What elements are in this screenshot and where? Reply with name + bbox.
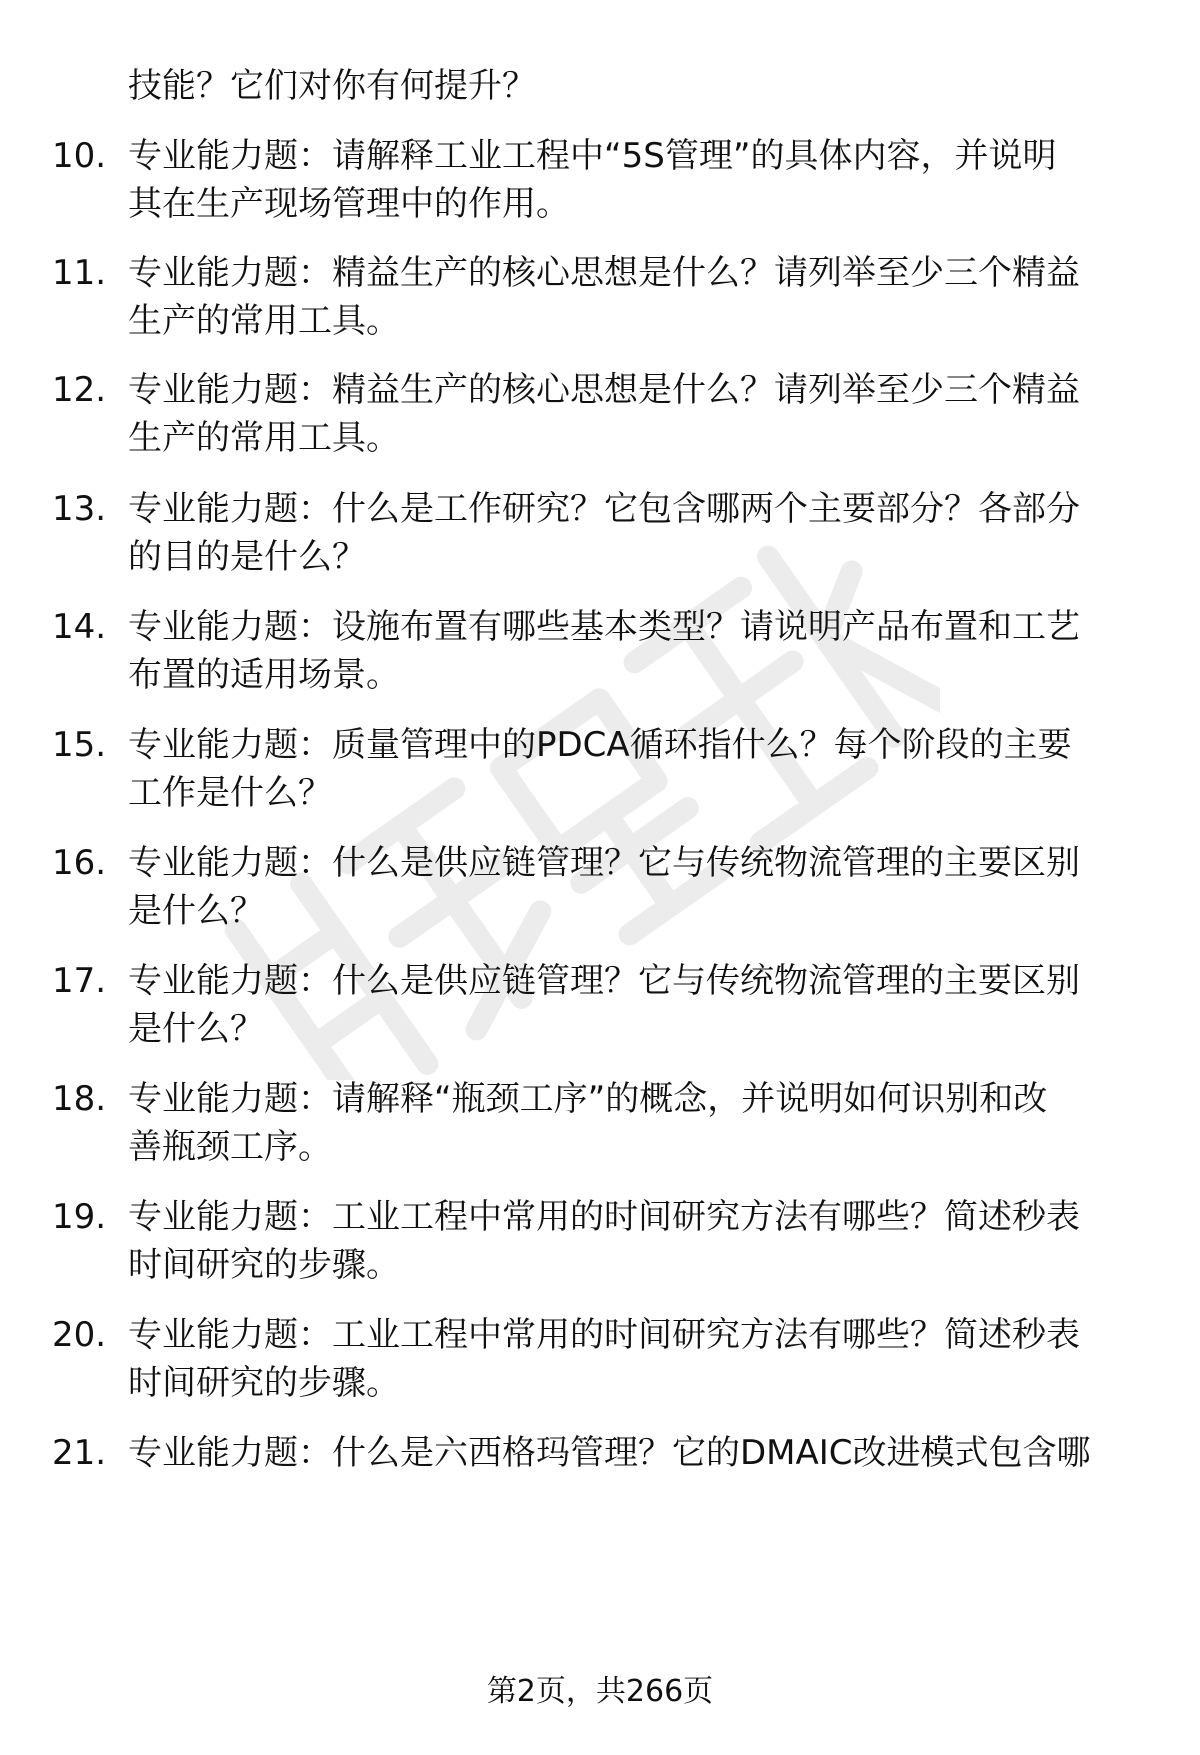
item-text: 专业能力题：设施布置有哪些基本类型？请说明产品布置和工艺 布置的适用场景。 [128,607,1080,695]
item-number: 12. [52,370,107,410]
item-text: 专业能力题：请解释工业工程中“5S管理”的具体内容，并说明 其在生产现场管理中的作用。 [128,136,1057,224]
page-number-footer: 第2页，共266页 [486,1674,714,1709]
item-text: 专业能力题：质量管理中的PDCA循环指什么？每个阶段的主要 工作是什么？ [128,725,1072,813]
item-text: 专业能力题：什么是工作研究？它包含哪两个主要部分？各部分 的目的是什么？ [128,489,1080,577]
item-number: 10. [52,136,107,176]
item-number: 18. [52,1079,107,1119]
item-text: 专业能力题：什么是供应链管理？它与传统物流管理的主要区别 是什么？ [128,843,1080,931]
continuation-text: 技能？它们对你有何提升？ [128,66,536,106]
item-number: 13. [52,489,107,529]
item-text: 专业能力题：精益生产的核心思想是什么？请列举至少三个精益 生产的常用工具。 [128,253,1080,341]
item-number: 17. [52,961,107,1001]
item-text: 专业能力题：请解释“瓶颈工序”的概念，并说明如何识别和改 善瓶颈工序。 [128,1079,1048,1167]
item-text: 专业能力题：什么是六西格玛管理？它的DMAIC改进模式包含哪 [128,1433,1091,1473]
item-number: 15. [52,725,107,765]
item-number: 19. [52,1197,107,1237]
item-number: 11. [52,253,107,293]
item-text: 专业能力题：工业工程中常用的时间研究方法有哪些？简述秒表 时间研究的步骤。 [128,1197,1080,1285]
item-text: 专业能力题：精益生产的核心思想是什么？请列举至少三个精益 生产的常用工具。 [128,370,1080,458]
item-number: 21. [52,1433,107,1473]
item-text: 专业能力题：什么是供应链管理？它与传统物流管理的主要区别 是什么？ [128,961,1080,1049]
item-number: 20. [52,1315,107,1355]
item-number: 16. [52,843,107,883]
item-text: 专业能力题：工业工程中常用的时间研究方法有哪些？简述秒表 时间研究的步骤。 [128,1315,1080,1403]
item-number: 14. [52,607,107,647]
